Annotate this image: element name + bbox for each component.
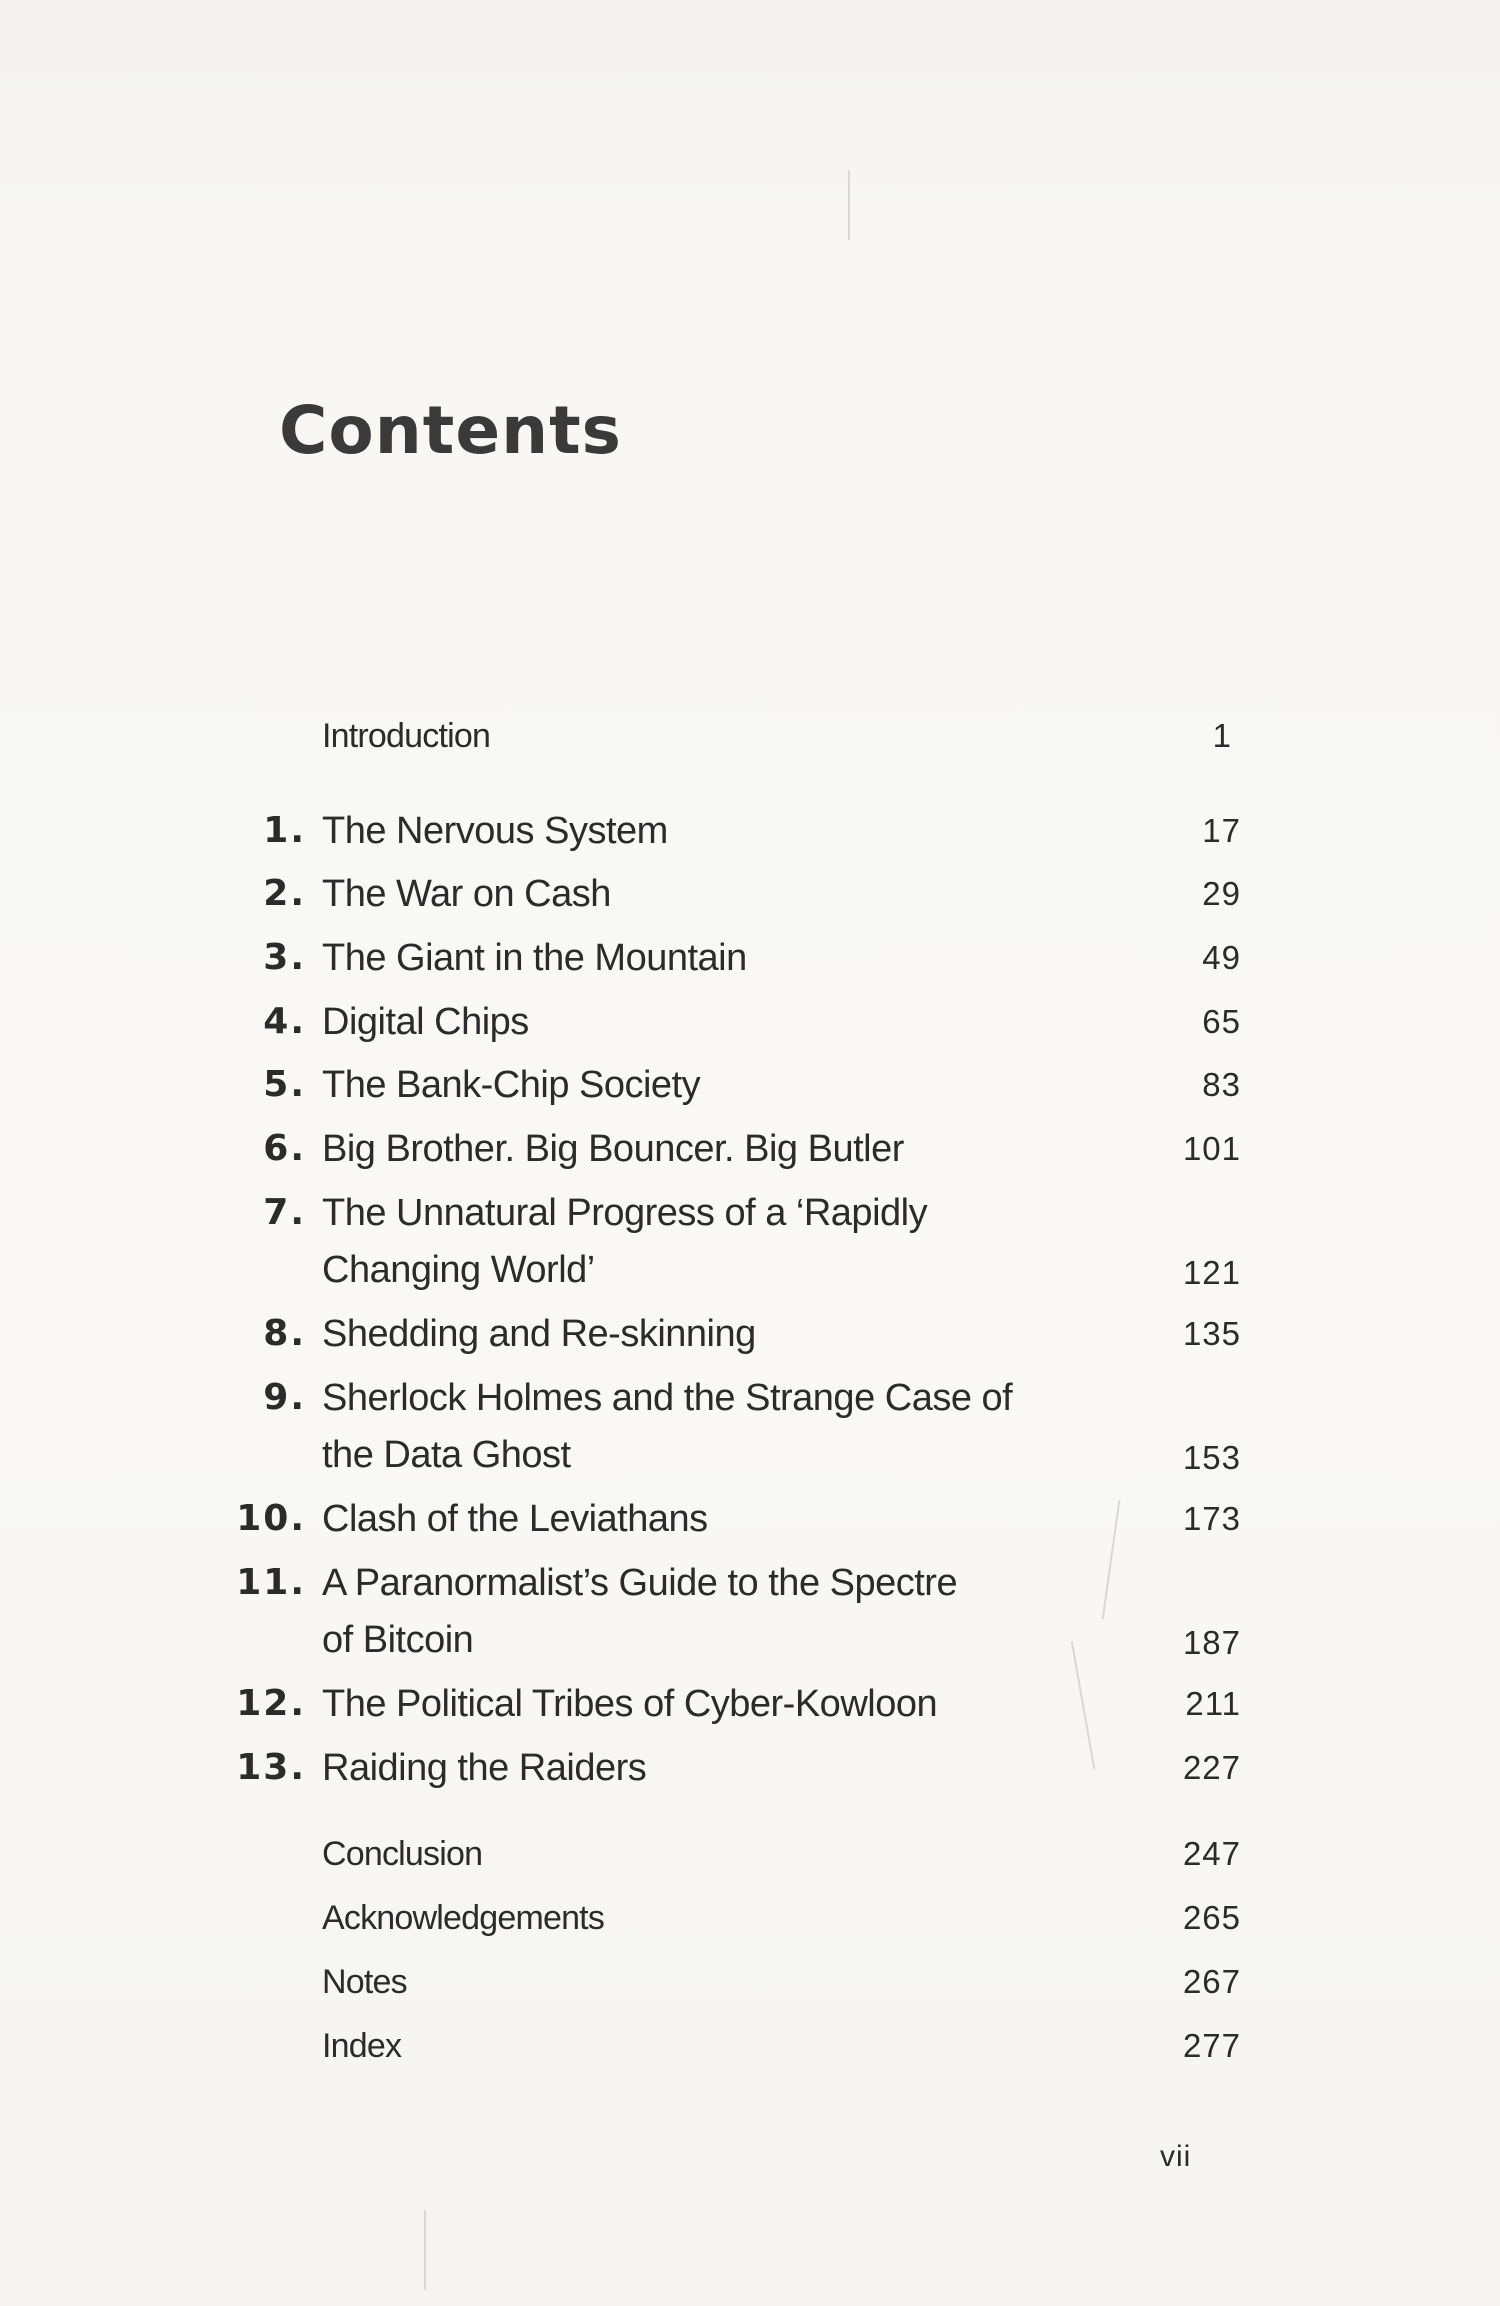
paper-mark: [424, 2210, 426, 2290]
chapter-number: 2.: [263, 873, 306, 914]
page-number: 211: [1185, 1685, 1241, 1722]
toc-entry[interactable]: [0, 1491, 1500, 1547]
chapter-title: Sherlock Holmes and the Strange Case of: [322, 1377, 1013, 1419]
chapter-title: The Unnatural Progress of a ‘Rapidly: [322, 1192, 928, 1234]
toc-entry[interactable]: [0, 1890, 1500, 1946]
toc-entry[interactable]: [0, 2018, 1500, 2074]
toc-entry[interactable]: [0, 1185, 1500, 1305]
page-number: 277: [1182, 2027, 1241, 2064]
toc-entry[interactable]: [0, 1740, 1500, 1796]
chapter-number: 12.: [236, 1683, 306, 1724]
chapter-title-continued: of Bitcoin: [322, 1619, 474, 1661]
chapter-number: 11.: [236, 1562, 306, 1603]
chapter-title: The Giant in the Mountain: [322, 937, 747, 979]
page-number: 173: [1182, 1500, 1241, 1537]
page-title: Contents: [279, 392, 622, 469]
chapter-title: Notes: [322, 1963, 407, 2001]
chapter-title: The Nervous System: [322, 810, 668, 852]
page-number: 121: [1182, 1254, 1241, 1291]
chapter-title: Acknowledgements: [322, 1899, 605, 1937]
page-number: 187: [1182, 1624, 1241, 1661]
page-number: 135: [1182, 1315, 1241, 1352]
toc-entry[interactable]: [0, 1370, 1500, 1490]
chapter-number: 8.: [263, 1313, 306, 1354]
chapter-number: 10.: [236, 1498, 306, 1539]
toc-entry[interactable]: [0, 1555, 1500, 1675]
chapter-title: Big Brother. Big Bouncer. Big Butler: [322, 1128, 904, 1170]
page-number: 17: [1202, 812, 1241, 849]
toc-entry[interactable]: [0, 930, 1500, 986]
page-number: 153: [1182, 1439, 1241, 1476]
page-number: 49: [1202, 939, 1241, 976]
page-number: 101: [1182, 1130, 1241, 1167]
chapter-number: 13.: [236, 1747, 306, 1788]
chapter-title-continued: the Data Ghost: [322, 1434, 571, 1476]
chapter-title: The Political Tribes of Cyber-Kowloon: [322, 1683, 938, 1725]
toc-entry[interactable]: [0, 1121, 1500, 1177]
chapter-title: The Bank-Chip Society: [322, 1064, 701, 1106]
page-number: 267: [1182, 1963, 1241, 2000]
page-number: 247: [1182, 1835, 1241, 1872]
chapter-number: 3.: [263, 937, 306, 978]
chapter-title: A Paranormalist’s Guide to the Spectre: [322, 1562, 958, 1604]
chapter-number: 1.: [263, 810, 306, 851]
chapter-number: 5.: [263, 1064, 306, 1105]
chapter-number: 4.: [263, 1001, 306, 1042]
folio-page-number: vii: [1160, 2140, 1192, 2173]
chapter-title: Raiding the Raiders: [322, 1747, 647, 1789]
chapter-title: Clash of the Leviathans: [322, 1498, 708, 1540]
paper-mark: [848, 170, 850, 240]
chapter-number: 6.: [263, 1128, 306, 1169]
page-number: 227: [1182, 1749, 1241, 1786]
chapter-number: 7.: [263, 1192, 306, 1233]
chapter-title: Digital Chips: [322, 1001, 529, 1043]
chapter-title-continued: Changing World’: [322, 1249, 595, 1291]
chapter-title: The War on Cash: [322, 873, 611, 915]
toc-entry[interactable]: [0, 1306, 1500, 1362]
toc-entry[interactable]: [0, 1826, 1500, 1882]
chapter-number: 9.: [263, 1377, 306, 1418]
page-number: 29: [1202, 875, 1241, 912]
toc-entry[interactable]: [0, 866, 1500, 922]
toc-entry[interactable]: [0, 1057, 1500, 1113]
toc-entry[interactable]: [0, 1954, 1500, 2010]
toc-entry[interactable]: [0, 803, 1500, 859]
toc-entry[interactable]: [0, 1676, 1500, 1732]
page-number: 265: [1182, 1899, 1241, 1936]
page-number: 1: [1212, 717, 1232, 754]
toc-entry[interactable]: [0, 708, 1500, 764]
chapter-title: Introduction: [322, 717, 491, 755]
toc-entry[interactable]: [0, 994, 1500, 1050]
chapter-title: Conclusion: [322, 1835, 483, 1873]
page-number: 83: [1202, 1066, 1241, 1103]
chapter-title: Index: [322, 2027, 402, 2065]
chapter-title: Shedding and Re-skinning: [322, 1313, 756, 1355]
page-number: 65: [1202, 1003, 1241, 1040]
